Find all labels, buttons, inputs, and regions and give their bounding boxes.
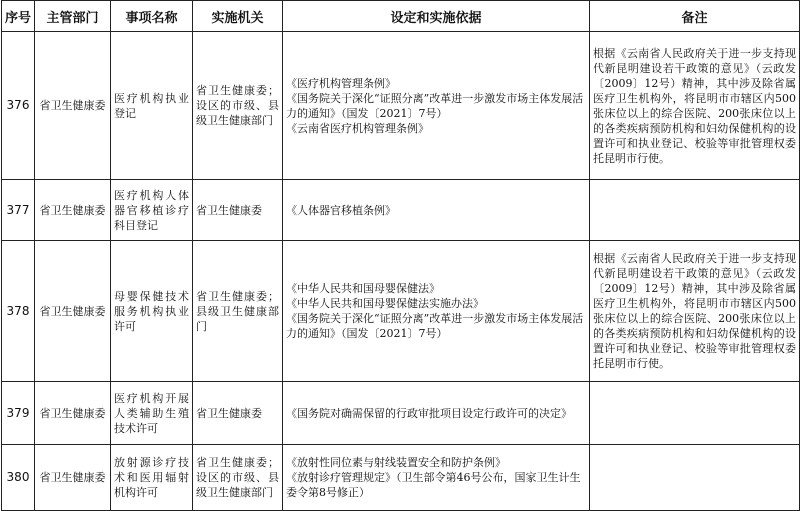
basis-line: 《放射性同位素与射线装置安全和防护条例》 <box>286 456 506 469</box>
cell-item: 医疗机构执业登记 <box>111 32 193 180</box>
basis-line: 《国务院关于深化“证照分离”改革进一步激发市场主体发展活力的通知》（国发〔2021〕7号） <box>286 312 584 340</box>
cell-dept: 省卫生健康委 <box>35 180 111 241</box>
header-dept: 主管部门 <box>35 1 111 32</box>
cell-item: 医疗机构开展人类辅助生殖技术许可 <box>111 382 193 445</box>
cell-note <box>590 445 800 511</box>
basis-line: 《中华人民共和国母婴保健法》 <box>286 282 440 295</box>
cell-note <box>590 180 800 241</box>
table-row <box>2 241 800 382</box>
cell-no: 378 <box>2 241 35 382</box>
basis-line: 《医疗机构管理条例》 <box>286 76 396 90</box>
basis-line: 《人体器官移植条例》 <box>286 203 396 217</box>
cell-no: 379 <box>2 382 35 445</box>
basis-line: 《国务院关于深化“证照分离”改革进一步激发市场主体发展活力的通知》（国发〔2021〕7号） <box>286 91 584 120</box>
table-row <box>2 32 800 180</box>
cell-note: 根据《云南省人民政府关于进一步支持现代新昆明建设若干政策的意见》（云政发〔2009〕12号）精神，其中涉及除省属医疗卫生机构外，将昆明市市辖区内500张床位以上的综合医院、200张床位以上的各类疾病预防机构和妇幼保健机构的设置许可和执业登记、校验等审批管理权委托昆明市行使。 <box>590 32 800 180</box>
basis-line: 《国务院对确需保留的行政审批项目设定行政许可的决定》 <box>286 406 572 420</box>
cell-dept: 省卫生健康委 <box>35 241 111 382</box>
cell-agency: 省卫生健康委 <box>193 382 283 445</box>
cell-basis <box>283 241 590 382</box>
basis-line: 《放射诊疗管理规定》（卫生部令第46号公布，国家卫生计生委令第8号修正） <box>286 471 581 499</box>
cell-agency: 省卫生健康委；设区的市级、县级卫生健康部门 <box>193 32 283 180</box>
cell-basis <box>283 445 590 511</box>
header-row <box>2 1 800 32</box>
cell-basis <box>283 180 590 241</box>
table-row <box>2 180 800 241</box>
permit-table <box>1 0 800 511</box>
cell-agency: 省卫生健康委；设区的市级、县级卫生健康部门 <box>193 445 283 511</box>
cell-agency: 省卫生健康委；县级卫生健康部门 <box>193 241 283 382</box>
table-row <box>2 445 800 511</box>
basis-line: 《云南省医疗机构管理条例》 <box>286 121 429 135</box>
cell-dept: 省卫生健康委 <box>35 32 111 180</box>
cell-basis <box>283 32 590 180</box>
cell-note <box>590 382 800 445</box>
header-item: 事项名称 <box>111 1 193 32</box>
cell-no: 376 <box>2 32 35 180</box>
header-basis: 设定和实施依据 <box>283 1 590 32</box>
cell-no: 380 <box>2 445 35 511</box>
header-note: 备注 <box>590 1 800 32</box>
cell-no: 377 <box>2 180 35 241</box>
cell-dept: 省卫生健康委 <box>35 445 111 511</box>
cell-item: 放射源诊疗技术和医用辐射机构许可 <box>111 445 193 511</box>
cell-agency: 省卫生健康委 <box>193 180 283 241</box>
cell-item: 医疗机构人体器官移植诊疗科目登记 <box>111 180 193 241</box>
table-row <box>2 382 800 445</box>
basis-line: 《中华人民共和国母婴保健法实施办法》 <box>286 297 484 310</box>
cell-item: 母婴保健技术服务机构执业许可 <box>111 241 193 382</box>
cell-basis <box>283 382 590 445</box>
header-no: 序号 <box>2 1 35 32</box>
cell-note: 根据《云南省人民政府关于进一步支持现代新昆明建设若干政策的意见》（云政发〔2009〕12号）精神，其中涉及除省属医疗卫生机构外，将昆明市市辖区内500张床位以上的综合医院、200张床位以上的各类疾病预防机构和妇幼保健机构的设置许可和执业登记、校验等审批管理权委托昆明市行使。 <box>590 241 800 382</box>
cell-dept: 省卫生健康委 <box>35 382 111 445</box>
header-agency: 实施机关 <box>193 1 283 32</box>
